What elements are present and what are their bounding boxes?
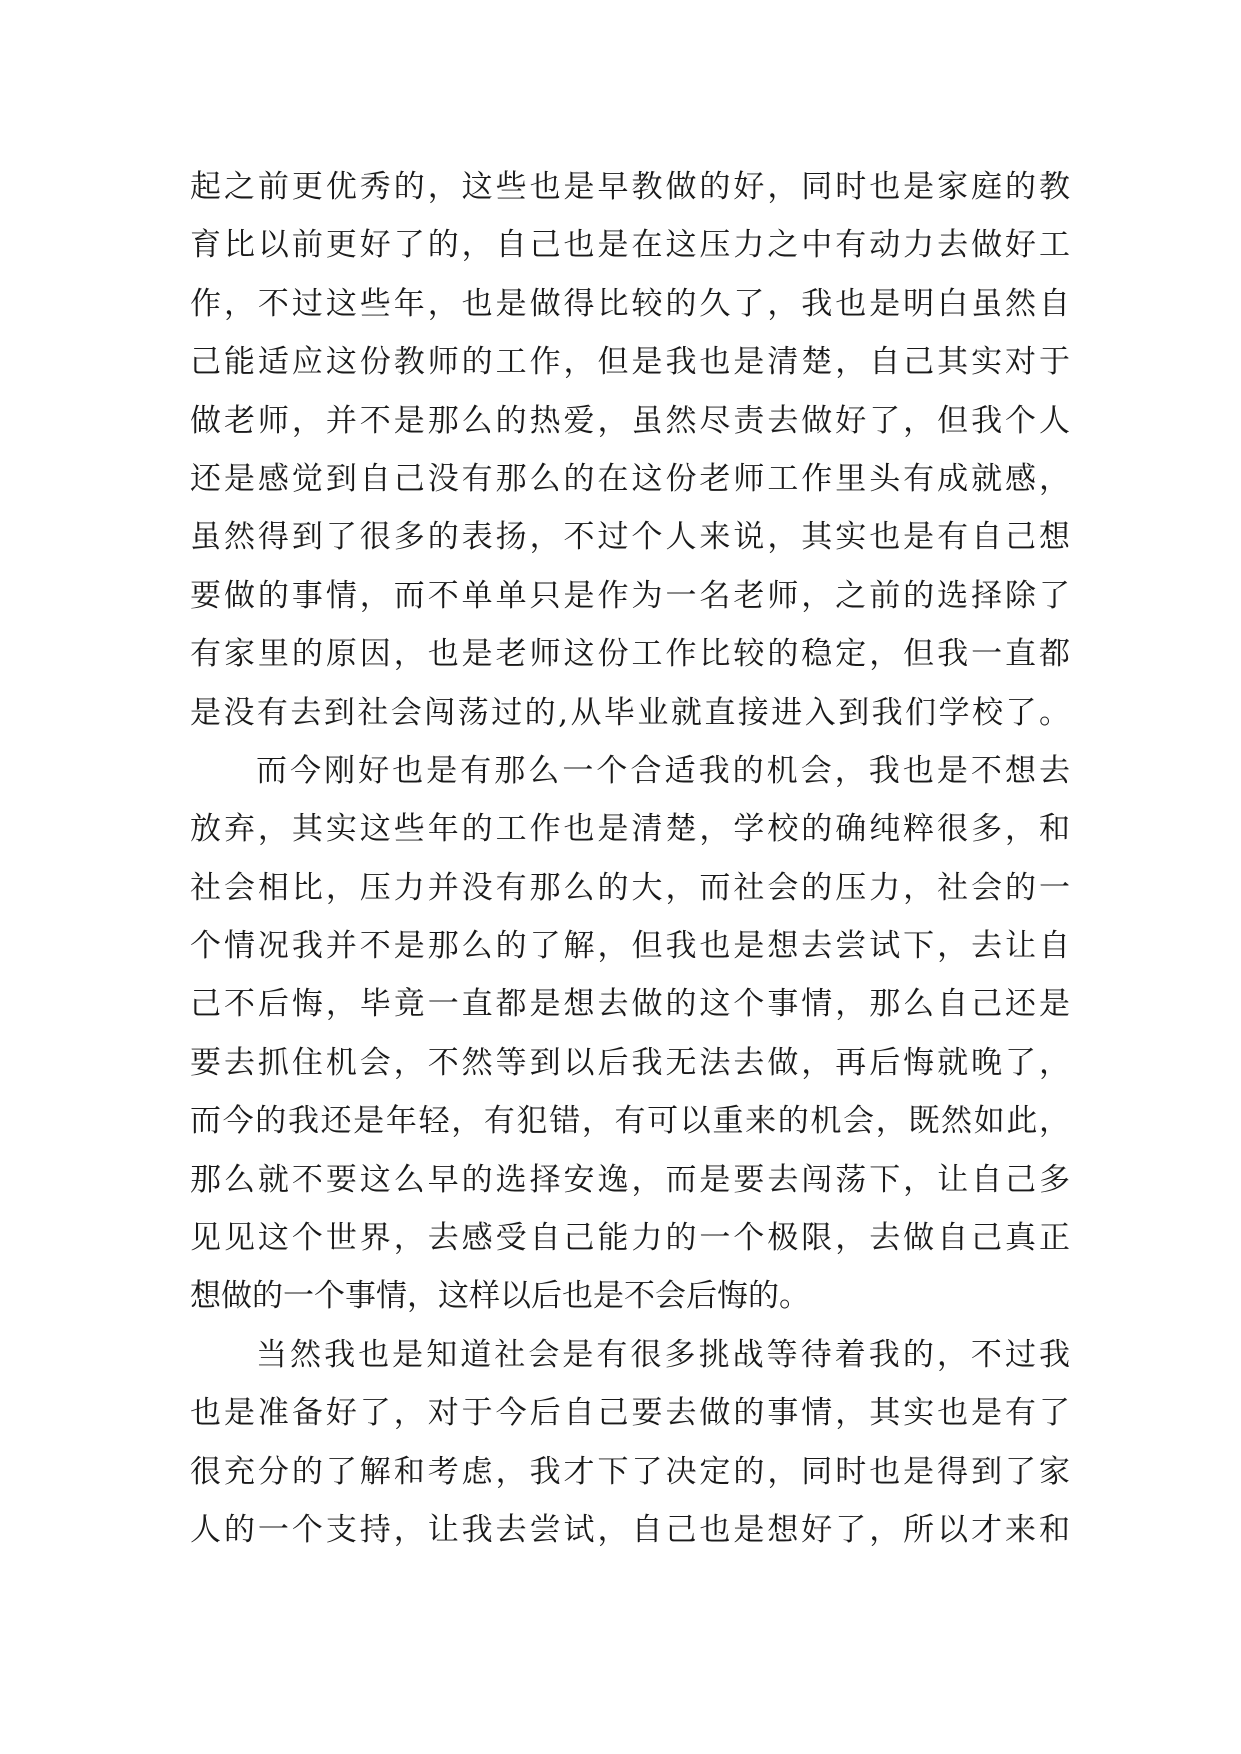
text-line: 当然我也是知道社会是有很多挑战等待着我的，不过我 [256, 1336, 1070, 1373]
text-line: 要去抓住机会，不然等到以后我无法去做，再后悔就晚了， [190, 1044, 1070, 1081]
text-line: 做老师，并不是那么的热爱，虽然尽责去做好了，但我个人 [190, 402, 1070, 439]
text-line: 作，不过这些年，也是做得比较的久了，我也是明白虽然自 [190, 285, 1070, 322]
text-line: 虽然得到了很多的表扬，不过个人来说，其实也是有自己想 [190, 519, 1070, 556]
text-line: 社会相比，压力并没有那么的大，而社会的压力，社会的一 [190, 869, 1070, 906]
text-line: 己能适应这份教师的工作，但是我也是清楚，自己其实对于 [190, 344, 1070, 381]
text-line: 放弃，其实这些年的工作也是清楚，学校的确纯粹很多，和 [190, 811, 1070, 848]
text-line: 要做的事情，而不单单只是作为一名老师，之前的选择除了 [190, 577, 1070, 614]
text-line: 育比以前更好了的，自己也是在这压力之中有动力去做好工 [190, 227, 1070, 264]
text-line: 是没有去到社会闯荡过的,从毕业就直接进入到我们学校了。 [190, 694, 1070, 731]
text-line: 想做的一个事情，这样以后也是不会后悔的。 [190, 1278, 810, 1315]
text-line: 见见这个世界，去感受自己能力的一个极限，去做自己真正 [190, 1220, 1070, 1257]
text-line: 个情况我并不是那么的了解，但我也是想去尝试下，去让自 [190, 928, 1070, 965]
text-line: 己不后悔，毕竟一直都是想去做的这个事情，那么自己还是 [190, 986, 1070, 1023]
text-line: 而今刚好也是有那么一个合适我的机会，我也是不想去 [256, 752, 1070, 789]
text-line: 而今的我还是年轻，有犯错，有可以重来的机会，既然如此， [190, 1103, 1070, 1140]
text-line: 那么就不要这么早的选择安逸，而是要去闯荡下，让自己多 [190, 1161, 1070, 1198]
paragraph [190, 742, 1070, 1326]
text-line: 人的一个支持，让我去尝试，自己也是想好了，所以才来和 [190, 1511, 1070, 1548]
text-line: 有家里的原因，也是老师这份工作比较的稳定，但我一直都 [190, 636, 1070, 673]
document-body [190, 158, 1070, 1559]
text-line: 也是准备好了，对于今后自己要去做的事情，其实也是有了 [190, 1395, 1070, 1432]
paragraph [190, 1326, 1070, 1560]
text-line: 很充分的了解和考虑，我才下了决定的，同时也是得到了家 [190, 1453, 1070, 1490]
paragraph [190, 158, 1070, 742]
text-line: 起之前更优秀的，这些也是早教做的好，同时也是家庭的教 [190, 169, 1070, 205]
text-line: 还是感觉到自己没有那么的在这份老师工作里头有成就感， [190, 460, 1070, 497]
